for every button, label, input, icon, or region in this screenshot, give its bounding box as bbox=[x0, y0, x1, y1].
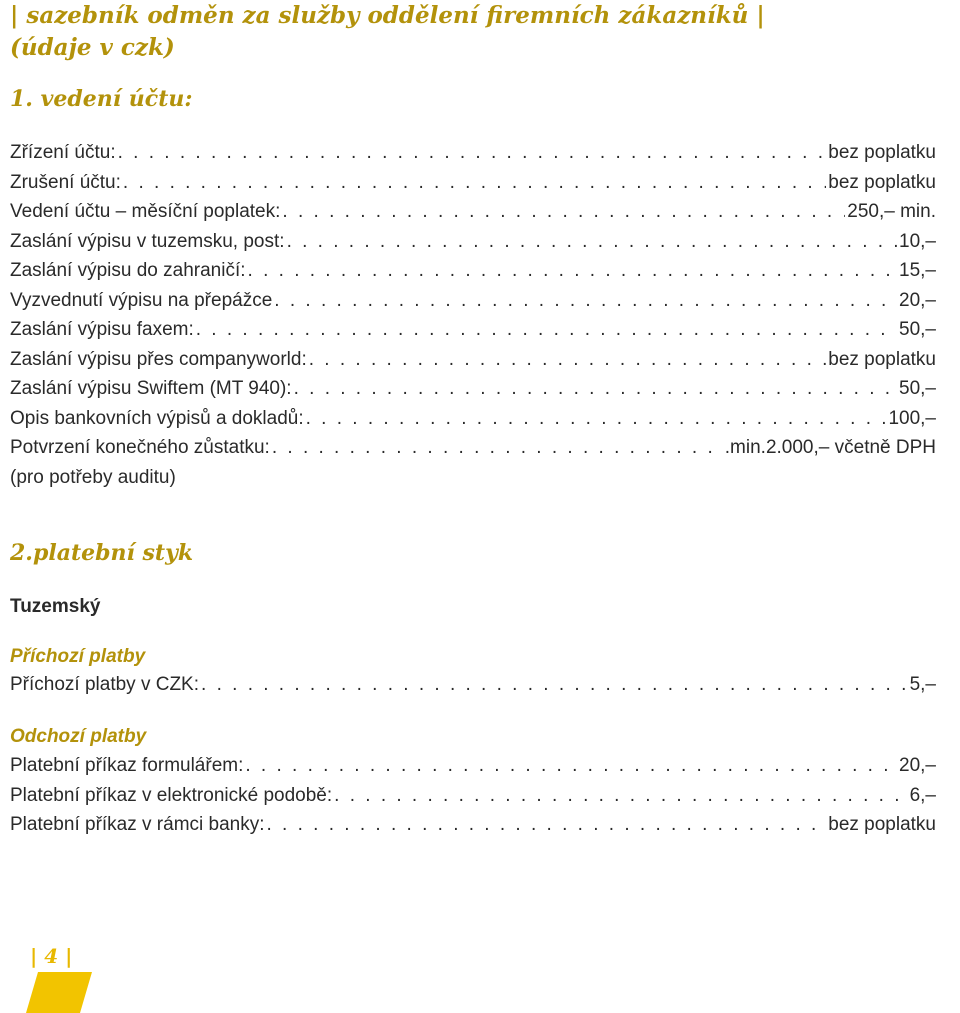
page-number-value: 4 bbox=[44, 944, 59, 968]
fee-label: Platební příkaz formulářem: bbox=[10, 755, 244, 776]
fee-label: Příchozí platby v CZK: bbox=[10, 674, 200, 695]
fee-row bbox=[10, 142, 936, 172]
fee-value: 10,– bbox=[899, 230, 936, 252]
domestic-subheading: Tuzemský bbox=[10, 596, 101, 617]
dot-leader bbox=[245, 755, 897, 777]
fee-row bbox=[10, 437, 936, 467]
fee-row bbox=[10, 349, 936, 379]
fee-value: 6,– bbox=[909, 784, 936, 806]
fee-row bbox=[10, 814, 936, 844]
fee-row bbox=[10, 172, 936, 202]
fee-label: Zaslání výpisu přes companyworld: bbox=[10, 348, 307, 370]
dot-leader bbox=[282, 201, 845, 223]
outgoing-payments-heading: Odchozí platby bbox=[10, 726, 147, 747]
dot-leader bbox=[201, 674, 908, 696]
page-number-bar-right: | bbox=[65, 944, 73, 968]
dot-leader bbox=[118, 142, 827, 164]
fee-label: Zaslání výpisu faxem: bbox=[10, 319, 194, 340]
fee-label: Vyzvednutí výpisu na přepážce bbox=[10, 289, 273, 311]
dot-leader bbox=[196, 319, 897, 341]
section-1-fee-list bbox=[10, 142, 936, 496]
dot-leader bbox=[309, 349, 827, 371]
dot-leader bbox=[306, 408, 887, 430]
section-2-heading: 2.platební styk bbox=[10, 540, 194, 566]
page-header bbox=[10, 0, 950, 64]
title-bar-right: | bbox=[756, 2, 765, 29]
fee-row bbox=[10, 755, 936, 785]
fee-row bbox=[10, 231, 936, 261]
dot-leader bbox=[267, 814, 827, 836]
fee-value: bez poplatku bbox=[828, 348, 936, 370]
fee-label: Platební příkaz v rámci banky: bbox=[10, 814, 265, 835]
dot-leader bbox=[287, 231, 897, 253]
fee-row bbox=[10, 201, 936, 231]
fee-note: (pro potřeby auditu) bbox=[10, 466, 176, 488]
fee-label: Zřízení účtu: bbox=[10, 142, 116, 163]
fee-label: Zaslání výpisu v tuzemsku, post: bbox=[10, 230, 285, 252]
fee-row bbox=[10, 290, 936, 320]
fee-value: 250,– min. bbox=[847, 201, 936, 222]
incoming-payments-heading: Příchozí platby bbox=[10, 646, 146, 667]
dot-leader bbox=[123, 172, 826, 194]
fee-value: bez poplatku bbox=[828, 814, 936, 835]
page-number-bar-left: | bbox=[30, 944, 38, 968]
outgoing-payments-list bbox=[10, 755, 936, 844]
fee-row bbox=[10, 674, 936, 704]
page-number bbox=[30, 944, 72, 968]
dot-leader bbox=[294, 378, 897, 400]
fee-label: Potvrzení konečného zůstatku: bbox=[10, 437, 270, 458]
section-1-heading: 1. vedení účtu: bbox=[10, 86, 193, 112]
fee-row bbox=[10, 785, 936, 815]
page-title bbox=[10, 0, 950, 32]
fee-label: Vedení účtu – měsíční poplatek: bbox=[10, 201, 281, 222]
fee-row bbox=[10, 408, 936, 438]
fee-row bbox=[10, 319, 936, 349]
fee-label: Zaslání výpisu do zahraničí: bbox=[10, 260, 246, 281]
fee-value: bez poplatku bbox=[828, 142, 936, 163]
fee-value: 50,– bbox=[899, 319, 936, 340]
incoming-payments-list bbox=[10, 674, 936, 704]
fee-value: 15,– bbox=[899, 260, 936, 281]
fee-value: 5,– bbox=[909, 674, 936, 695]
fee-label: Platební příkaz v elektronické podobě: bbox=[10, 784, 333, 806]
fee-label: Zaslání výpisu Swiftem (MT 940): bbox=[10, 378, 292, 399]
corner-decoration bbox=[26, 972, 92, 1013]
title-text: sazebník odměn za služby oddělení firemních zákazníků bbox=[26, 2, 749, 29]
fee-value: 20,– bbox=[899, 289, 936, 311]
dot-leader bbox=[274, 290, 897, 312]
page-subtitle: (údaje v czk) bbox=[10, 34, 175, 61]
title-bar-left: | bbox=[10, 2, 19, 29]
fee-row bbox=[10, 378, 936, 408]
fee-value: 50,– bbox=[899, 378, 936, 399]
fee-label: Opis bankovních výpisů a dokladů: bbox=[10, 407, 304, 429]
fee-label: Zrušení účtu: bbox=[10, 171, 121, 193]
fee-value: bez poplatku bbox=[828, 171, 936, 193]
dot-leader bbox=[272, 437, 723, 459]
fee-row bbox=[10, 260, 936, 290]
fee-value: 20,– bbox=[899, 755, 936, 776]
dot-leader bbox=[248, 260, 898, 282]
fee-value: 100,– bbox=[888, 407, 936, 429]
dot-leader bbox=[334, 785, 907, 807]
fee-value: .min.2.000,– včetně DPH bbox=[724, 437, 936, 458]
